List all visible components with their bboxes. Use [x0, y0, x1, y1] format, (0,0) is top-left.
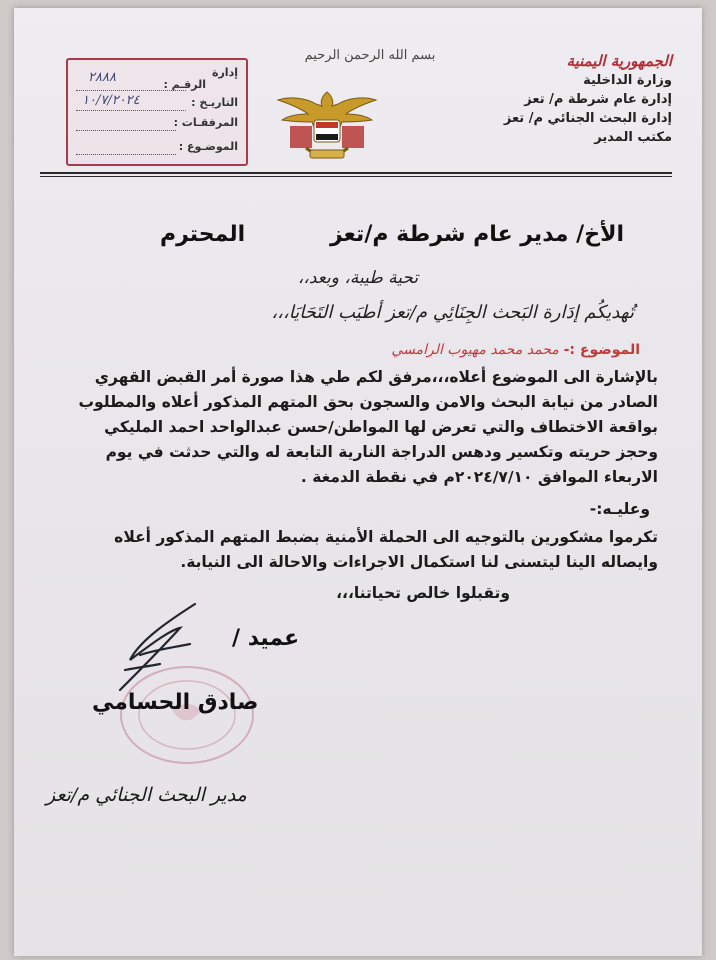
stamp-dept-label: إدارة — [211, 66, 238, 79]
reference-stamp — [66, 58, 248, 166]
greeting: تحية طيبة، وبعد،، — [297, 268, 419, 288]
stamp-subject-label: الموضـوع : — [178, 140, 238, 153]
stamp-date-label: التاريـخ : — [191, 96, 238, 109]
subject-name: محمد محمد مهيوب الرامسي — [391, 342, 559, 358]
therefore-label: وعليـه:- — [589, 500, 650, 518]
body-line-3: بواقعة الاختطاف والتي تعرض لها المواطن/حسن عبدالواحد احمد المليكي — [104, 418, 658, 436]
stamp-date-value: ١٠/٧/٢٠٢٤ — [82, 93, 140, 108]
request-line-2: وايصاله الينا ليتسنى لنا استكمال الاجراءات والاحالة الى النيابة. — [180, 553, 658, 571]
header-divider — [40, 172, 672, 174]
signature-rank: عميد / — [232, 626, 300, 651]
stamp-number-value: ٢٨٨٨ — [88, 70, 116, 85]
eagle-emblem-icon — [276, 86, 378, 166]
addressee: الأخ/ مدير عام شرطة م/تعز — [329, 222, 624, 247]
subject-label: الموضوع :- — [563, 342, 640, 358]
request-line-1: تكرموا مشكورين بالتوجيه الى الحملة الأمنية بضبط المتهم المذكور أعلاه — [114, 528, 658, 546]
body-line-2: الصادر من نيابة البحث والامن والسجون بحق المتهم المذكور أعلاه والمطلوب — [78, 393, 658, 411]
department-police: إدارة عام شرطة م/ تعز — [524, 92, 672, 107]
signature-name: صادق الحسامي — [92, 690, 259, 715]
ministry-name: وزارة الداخلية — [583, 73, 672, 88]
stamp-number-label: الرقـم : — [163, 78, 206, 91]
respected-label: المحترم — [160, 222, 246, 247]
body-line-4: وحجز حريته وتكسير ودهس الدراجة النارية التابعة له والتي حدثت في يوم — [105, 443, 658, 461]
country-name: الجمهورية اليمنية — [566, 52, 672, 70]
body-line-1: بالإشارة الى الموضوع أعلاه،،،مرفق لكم طي هذا صورة أمر القبض القهري — [94, 368, 658, 386]
signature-title: مدير البحث الجنائي م/تعز — [46, 784, 247, 806]
handwritten-signature — [100, 600, 220, 700]
letterhead — [504, 52, 672, 147]
department-investigation: إدارة البحث الجنائي م/ تعز — [503, 111, 672, 126]
stamp-attachments-label: المرفقـات : — [173, 116, 238, 129]
body-line-5: الاربعاء الموافق ٢٠٢٤/٧/١٠م في نقطة الدمغة . — [300, 468, 658, 486]
regards-line: تُهديكُم إدَارة البَحث الجِنَائِي م/تعز أطيَب التَحَايَا،،، — [271, 302, 634, 323]
closing-line: وتقبلوا خالص تحياتنا،،، — [336, 584, 510, 602]
subject-line — [391, 342, 640, 358]
bismillah: بسم الله الرحمن الرحيم — [304, 48, 436, 63]
office-name: مكتب المدير — [594, 130, 672, 145]
